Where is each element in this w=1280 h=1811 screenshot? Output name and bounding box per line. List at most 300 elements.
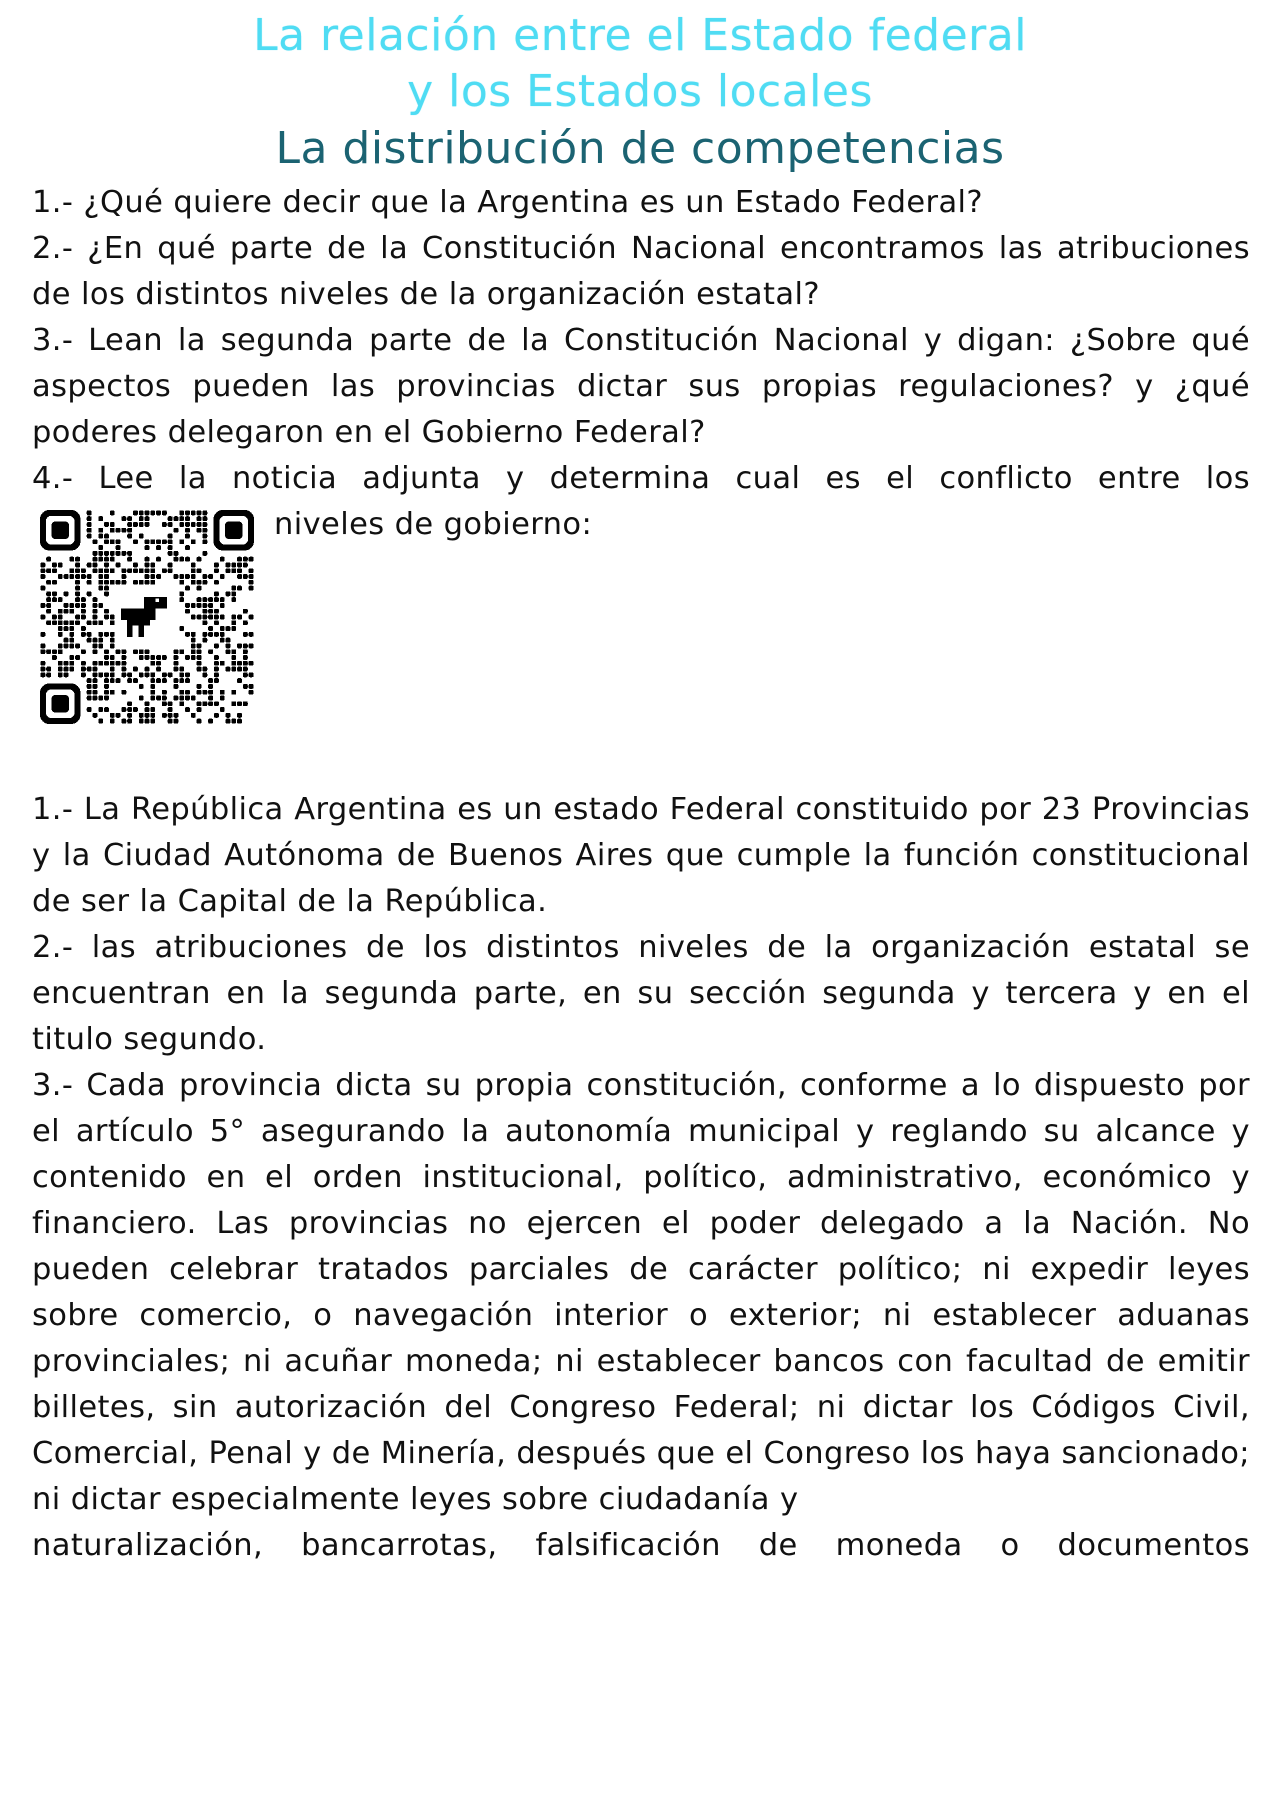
- qr-module: [58, 661, 63, 666]
- qr-module: [104, 678, 109, 683]
- qr-module: [162, 690, 167, 695]
- qr-module: [208, 615, 213, 620]
- qr-module: [87, 684, 92, 689]
- qr-module: [81, 661, 86, 666]
- qr-module: [133, 678, 138, 683]
- qr-module: [145, 713, 150, 718]
- qr-module: [243, 684, 248, 689]
- qr-module: [98, 632, 103, 637]
- qr-module: [81, 672, 86, 677]
- qr-module: [127, 516, 132, 521]
- qr-module: [173, 661, 178, 666]
- qr-module: [139, 580, 144, 585]
- qr-module: [81, 574, 86, 579]
- qr-module: [220, 632, 225, 637]
- qr-module: [93, 672, 98, 677]
- qr-module: [40, 603, 45, 608]
- qr-module: [121, 551, 126, 556]
- qr-module: [133, 539, 138, 544]
- qr-module: [46, 620, 51, 625]
- qr-module: [168, 545, 173, 550]
- qr-module: [98, 545, 103, 550]
- qr-module: [40, 586, 45, 591]
- qr-module: [52, 597, 57, 602]
- qr-module: [93, 563, 98, 568]
- qr-module: [185, 516, 190, 521]
- qr-module: [150, 563, 155, 568]
- answer-2: 2.- las atribuciones de los distintos niveles de la organización estatal se encuentran en la segunda parte, en su sección segunda y tercera y en el titulo segundo.: [32, 930, 1250, 1057]
- qr-module: [104, 539, 109, 544]
- qr-module: [179, 678, 184, 683]
- qr-module: [226, 649, 231, 654]
- qr-module: [69, 661, 74, 666]
- qr-module: [52, 568, 57, 573]
- qr-module: [98, 580, 103, 585]
- qr-module: [46, 597, 51, 602]
- qr-module: [87, 667, 92, 672]
- qr-module: [110, 522, 115, 527]
- qr-module: [168, 701, 173, 706]
- qr-module: [162, 701, 167, 706]
- qr-module: [110, 667, 115, 672]
- qr-module: [145, 510, 150, 515]
- qr-module: [243, 655, 248, 660]
- qr-module: [87, 707, 92, 712]
- qr-module: [75, 563, 80, 568]
- qr-module: [179, 516, 184, 521]
- qr-module: [191, 655, 196, 660]
- qr-module: [133, 580, 138, 585]
- qr-module: [133, 667, 138, 672]
- qr-module: [87, 591, 92, 596]
- qr-module: [93, 661, 98, 666]
- qr-module: [93, 684, 98, 689]
- qr-module: [104, 707, 109, 712]
- qr-module: [226, 591, 231, 596]
- qr-module: [150, 672, 155, 677]
- qr-module: [98, 696, 103, 701]
- qr-module: [93, 643, 98, 648]
- qr-module: [104, 655, 109, 660]
- qr-module: [75, 597, 80, 602]
- qr-module: [202, 534, 207, 539]
- qr-code-icon[interactable]: [40, 510, 254, 724]
- qr-module: [75, 615, 80, 620]
- qr-module: [208, 632, 213, 637]
- qr-module: [81, 626, 86, 631]
- qr-module: [168, 568, 173, 573]
- answer-3-last-line: naturalización, bancarrotas, falsificación de moneda o documentos: [32, 1528, 1250, 1563]
- qr-module: [179, 597, 184, 602]
- qr-module: [46, 591, 51, 596]
- qr-module: [168, 672, 173, 677]
- qr-module: [116, 563, 121, 568]
- qr-module: [121, 649, 126, 654]
- qr-module: [58, 609, 63, 614]
- qr-module: [145, 557, 150, 562]
- qr-module: [162, 539, 167, 544]
- qr-module: [220, 661, 225, 666]
- qr-module: [197, 510, 202, 515]
- qr-module: [87, 528, 92, 533]
- page-title-line-2: y los Estados locales: [407, 66, 873, 117]
- qr-module: [185, 655, 190, 660]
- qr-module: [104, 615, 109, 620]
- qr-module: [156, 696, 161, 701]
- qr-module: [197, 557, 202, 562]
- qr-module: [64, 574, 69, 579]
- qr-module: [220, 696, 225, 701]
- qr-module: [226, 626, 231, 631]
- qr-module: [110, 713, 115, 718]
- qr-module: [87, 563, 92, 568]
- qr-module: [75, 643, 80, 648]
- qr-module: [110, 690, 115, 695]
- qr-module: [156, 539, 161, 544]
- qr-module: [197, 522, 202, 527]
- qr-module: [64, 672, 69, 677]
- qr-module: [139, 684, 144, 689]
- qr-module: [220, 603, 225, 608]
- qr-module: [40, 643, 45, 648]
- qr-module: [231, 701, 236, 706]
- qr-module: [98, 516, 103, 521]
- qr-module: [197, 516, 202, 521]
- qr-module: [98, 719, 103, 724]
- qr-module: [139, 649, 144, 654]
- qr-module: [150, 696, 155, 701]
- qr-module: [231, 667, 236, 672]
- answers-section: [32, 787, 1250, 1569]
- qr-module: [202, 603, 207, 608]
- qr-module: [116, 545, 121, 550]
- qr-module: [214, 568, 219, 573]
- qr-module: [249, 580, 254, 585]
- qr-module: [231, 649, 236, 654]
- qr-module: [243, 609, 248, 614]
- qr-module: [133, 563, 138, 568]
- qr-module: [40, 632, 45, 637]
- qr-module: [133, 522, 138, 527]
- qr-module: [231, 586, 236, 591]
- qr-module: [75, 603, 80, 608]
- qr-module: [162, 713, 167, 718]
- qr-module: [150, 707, 155, 712]
- qr-module: [69, 667, 74, 672]
- qr-module: [110, 719, 115, 724]
- qr-module: [173, 678, 178, 683]
- qr-module: [208, 603, 213, 608]
- qr-module: [208, 609, 213, 614]
- answer-1: 1.- La República Argentina es un estado Federal constituido por 23 Provincias y la Ciudad Autónoma de Buenos Aires que cumple la función constitucional de ser la Capital de la República.: [32, 792, 1250, 919]
- qr-module: [75, 620, 80, 625]
- qr-module: [139, 655, 144, 660]
- qr-module: [121, 661, 126, 666]
- qr-module: [58, 649, 63, 654]
- qr-module: [87, 638, 92, 643]
- qr-module: [202, 632, 207, 637]
- qr-module: [226, 638, 231, 643]
- question-4-line-1: 4.- Lee la noticia adjunta y determina cual es el conflicto entre los: [32, 461, 1250, 496]
- qr-module: [81, 632, 86, 637]
- qr-module: [156, 667, 161, 672]
- qr-module: [197, 661, 202, 666]
- qr-module: [46, 672, 51, 677]
- qr-module: [104, 672, 109, 677]
- qr-module: [69, 638, 74, 643]
- qr-module: [179, 696, 184, 701]
- qr-module: [121, 707, 126, 712]
- qr-module: [116, 539, 121, 544]
- qr-module: [214, 672, 219, 677]
- qr-module: [104, 563, 109, 568]
- qr-module: [168, 551, 173, 556]
- qr-module: [40, 649, 45, 654]
- qr-module: [93, 678, 98, 683]
- qr-module: [150, 580, 155, 585]
- qr-module: [173, 528, 178, 533]
- qr-module: [121, 655, 126, 660]
- qr-module: [139, 696, 144, 701]
- qr-module: [87, 516, 92, 521]
- qr-module: [69, 655, 74, 660]
- qr-module: [237, 701, 242, 706]
- qr-module: [104, 609, 109, 614]
- qr-module: [231, 615, 236, 620]
- qr-module: [110, 539, 115, 544]
- qr-module: [98, 534, 103, 539]
- qr-module: [202, 597, 207, 602]
- qr-module: [93, 620, 98, 625]
- qr-module: [249, 661, 254, 666]
- qr-module: [197, 580, 202, 585]
- qr-module: [127, 522, 132, 527]
- qr-module: [98, 603, 103, 608]
- qr-module: [173, 557, 178, 562]
- qr-module: [231, 626, 236, 631]
- qr-module: [202, 609, 207, 614]
- qr-module: [162, 655, 167, 660]
- qr-module: [197, 568, 202, 573]
- qr-module: [98, 638, 103, 643]
- qr-module: [75, 580, 80, 585]
- qr-module: [75, 574, 80, 579]
- qr-module: [93, 615, 98, 620]
- qr-module: [243, 672, 248, 677]
- qr-module: [208, 719, 213, 724]
- qr-module: [220, 690, 225, 695]
- qr-module: [150, 655, 155, 660]
- qr-module: [185, 696, 190, 701]
- qr-module: [220, 574, 225, 579]
- qr-module: [98, 672, 103, 677]
- qr-module: [139, 534, 144, 539]
- qr-module: [58, 672, 63, 677]
- qr-module: [110, 672, 115, 677]
- qr-module: [121, 672, 126, 677]
- qr-module: [168, 713, 173, 718]
- qr-module: [168, 522, 173, 527]
- qr-module: [46, 580, 51, 585]
- qr-module: [81, 597, 86, 602]
- qr-module: [249, 568, 254, 573]
- qr-module: [191, 615, 196, 620]
- qr-module: [179, 574, 184, 579]
- qr-module: [243, 574, 248, 579]
- qr-module: [104, 690, 109, 695]
- qr-module: [214, 667, 219, 672]
- qr-module: [139, 516, 144, 521]
- qr-module: [121, 690, 126, 695]
- qr-module: [58, 643, 63, 648]
- qr-module: [168, 534, 173, 539]
- qr-module: [173, 574, 178, 579]
- page-title-line-1: La relación entre el Estado federal: [253, 10, 1027, 61]
- qr-module: [214, 620, 219, 625]
- qr-module: [116, 713, 121, 718]
- qr-module: [185, 586, 190, 591]
- qr-module: [87, 696, 92, 701]
- qr-module: [139, 522, 144, 527]
- qr-module: [98, 551, 103, 556]
- qr-module: [69, 643, 74, 648]
- qr-module: [214, 701, 219, 706]
- qr-module: [179, 701, 184, 706]
- qr-module: [150, 574, 155, 579]
- qr-module: [208, 696, 213, 701]
- qr-module: [191, 510, 196, 515]
- qr-module: [110, 557, 115, 562]
- qr-module: [185, 574, 190, 579]
- qr-module: [237, 574, 242, 579]
- qr-module: [179, 580, 184, 585]
- qr-module: [93, 638, 98, 643]
- qr-module: [197, 719, 202, 724]
- qr-module: [208, 701, 213, 706]
- qr-module: [81, 649, 86, 654]
- qr-module: [116, 649, 121, 654]
- qr-module: [93, 568, 98, 573]
- qr-module: [202, 667, 207, 672]
- qr-module: [98, 557, 103, 562]
- qr-module: [75, 557, 80, 562]
- qr-module: [87, 534, 92, 539]
- qr-module: [46, 603, 51, 608]
- qr-module: [202, 672, 207, 677]
- qr-module: [64, 620, 69, 625]
- qr-module: [110, 678, 115, 683]
- qr-module: [249, 690, 254, 695]
- qr-module: [110, 643, 115, 648]
- qr-module: [145, 539, 150, 544]
- qr-module: [197, 649, 202, 654]
- qr-module: [191, 696, 196, 701]
- qr-module: [237, 586, 242, 591]
- qr-module: [145, 719, 150, 724]
- qr-module: [162, 672, 167, 677]
- qr-module: [87, 522, 92, 527]
- qr-module: [150, 678, 155, 683]
- qr-module: [162, 522, 167, 527]
- qr-module: [104, 522, 109, 527]
- qr-module: [40, 661, 45, 666]
- qr-module: [40, 667, 45, 672]
- qr-module: [69, 632, 74, 637]
- qr-module: [179, 539, 184, 544]
- qr-module: [133, 649, 138, 654]
- qr-module: [226, 643, 231, 648]
- qr-module: [145, 545, 150, 550]
- qr-module: [231, 591, 236, 596]
- qr-module: [220, 626, 225, 631]
- qr-module: [173, 551, 178, 556]
- qr-module: [75, 591, 80, 596]
- qr-module: [145, 655, 150, 660]
- qr-module: [52, 580, 57, 585]
- qr-module: [208, 684, 213, 689]
- qr-module: [237, 643, 242, 648]
- qr-module: [110, 620, 115, 625]
- qr-module: [202, 580, 207, 585]
- question-3: 3.- Lean la segunda parte de la Constitución Nacional y digan: ¿Sobre qué aspectos pueden las provincias dictar sus propias regulaciones? y ¿qué poderes delegaron en el Gobierno Federal?: [32, 323, 1250, 450]
- qr-module: [185, 632, 190, 637]
- qr-module: [127, 713, 132, 718]
- questions-section: [32, 180, 1250, 548]
- qr-module: [121, 516, 126, 521]
- qr-module: [58, 563, 63, 568]
- qr-module: [69, 603, 74, 608]
- qr-module: [237, 563, 242, 568]
- qr-module: [185, 545, 190, 550]
- qr-module: [197, 707, 202, 712]
- qr-module: [145, 516, 150, 521]
- qr-module: [121, 568, 126, 573]
- qr-module: [127, 557, 132, 562]
- qr-module: [104, 632, 109, 637]
- qr-module: [226, 563, 231, 568]
- qr-module: [168, 539, 173, 544]
- qr-module: [81, 568, 86, 573]
- qr-module: [46, 609, 51, 614]
- qr-module: [110, 638, 115, 643]
- qr-module: [104, 661, 109, 666]
- qr-module: [237, 661, 242, 666]
- qr-module: [173, 655, 178, 660]
- qr-module: [231, 655, 236, 660]
- qr-module: [214, 713, 219, 718]
- qr-module: [237, 719, 242, 724]
- qr-module: [93, 609, 98, 614]
- qr-module: [46, 557, 51, 562]
- qr-module: [243, 563, 248, 568]
- qr-module: [243, 643, 248, 648]
- qr-module: [249, 574, 254, 579]
- qr-module: [214, 655, 219, 660]
- qr-module: [121, 580, 126, 585]
- page-subtitle: La distribución de competencias: [275, 123, 1005, 174]
- qr-module: [110, 661, 115, 666]
- qr-module: [249, 615, 254, 620]
- qr-module: [191, 713, 196, 718]
- qr-module: [191, 522, 196, 527]
- qr-module: [208, 690, 213, 695]
- qr-module: [249, 632, 254, 637]
- qr-module: [104, 591, 109, 596]
- qr-module: [202, 615, 207, 620]
- qr-module: [173, 516, 178, 521]
- qr-module: [237, 667, 242, 672]
- qr-module: [127, 528, 132, 533]
